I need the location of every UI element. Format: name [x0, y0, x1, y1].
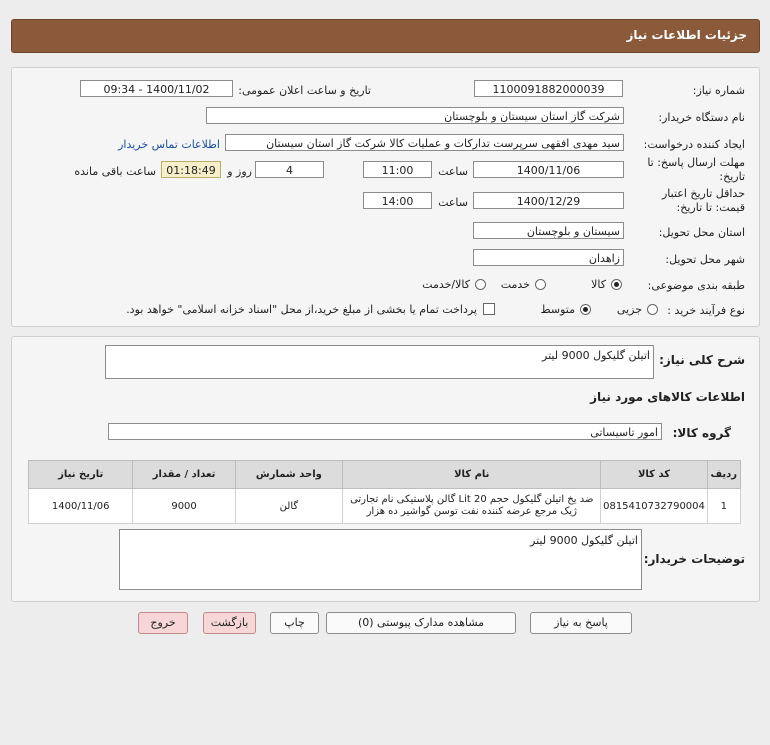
process-medium-label: متوسط	[540, 303, 575, 316]
goods-group-label: گروه کالا:	[672, 426, 731, 440]
back-button[interactable]: بازگشت	[203, 612, 256, 634]
goods-name-cell: ضد یخ اتیلن گلیکول حجم 20 Lit گالن پلاستیکی نام تجارتی ژیک مرجع عرضه کننده نفت توسن گواشیر ده هزار	[343, 489, 601, 524]
reply-deadline-label: مهلت ارسال پاسخ: تا تاریخ:	[647, 156, 745, 183]
attachments-button[interactable]: مشاهده مدارک پیوستی (0)	[326, 612, 516, 634]
process-label: نوع فرآیند خرید :	[667, 304, 745, 317]
process-partial-radio[interactable]	[647, 304, 658, 315]
print-button[interactable]: چاپ	[270, 612, 319, 634]
treasury-payment-note: پرداخت تمام یا بخشی از مبلغ خرید،از محل "اسناد خزانه اسلامی" خواهد بود.	[126, 303, 477, 316]
buyer-notes-field: اتیلن گلیکول 9000 لیتر	[119, 529, 642, 590]
validity-date-field: 1400/12/29	[473, 192, 624, 209]
validity-time-field: 14:00	[363, 192, 432, 209]
unit-cell: گالن	[235, 489, 342, 524]
days-label: روز و	[227, 165, 252, 178]
col-row-header: ردیف	[707, 461, 740, 489]
col-date-header: تاریخ نیاز	[29, 461, 133, 489]
remaining-label: ساعت باقی مانده	[74, 165, 156, 178]
category-service-label: خدمت	[500, 278, 530, 291]
col-qty-header: تعداد / مقدار	[133, 461, 235, 489]
reply-time-label: ساعت	[438, 165, 468, 178]
buyer-notes-label: توضیحات خریدار:	[643, 552, 745, 566]
announce-label: تاریخ و ساعت اعلان عمومی:	[238, 84, 371, 97]
goods-info-title: اطلاعات کالاهای مورد نیاز	[590, 390, 745, 404]
page-title: جزئیات اطلاعات نیاز	[626, 28, 747, 42]
treasury-payment-checkbox[interactable]	[483, 303, 495, 315]
days-field: 4	[255, 161, 324, 178]
remaining-time-field: 01:18:49	[161, 161, 221, 178]
table-row	[29, 489, 741, 524]
creator-label: ایجاد کننده درخواست:	[643, 138, 745, 151]
buyer-org-label: نام دستگاه خریدار:	[658, 111, 745, 124]
col-code-header: کد کالا	[601, 461, 707, 489]
validity-time-label: ساعت	[438, 196, 468, 209]
category-both-radio[interactable]	[475, 279, 486, 290]
goods-table	[28, 460, 741, 524]
buyer-org-field: شرکت گاز استان سیستان و بلوچستان	[206, 107, 624, 124]
page-header	[11, 19, 760, 53]
row-number-cell: 1	[707, 489, 740, 524]
buyer-contact-link[interactable]: اطلاعات تماس خریدار	[118, 138, 220, 151]
announce-field: 1400/11/02 - 09:34	[80, 80, 233, 97]
goods-group-field: امور تاسیساتی	[108, 423, 662, 440]
quantity-cell: 9000	[133, 489, 235, 524]
category-label: طبقه بندی موضوعی:	[647, 279, 745, 292]
col-name-header: نام کالا	[343, 461, 601, 489]
need-description-field: اتیلن گلیکول 9000 لیتر	[105, 345, 654, 379]
need-number-label: شماره نیاز:	[692, 84, 745, 97]
creator-field: سید مهدی افقهی سرپرست تدارکات و عملیات کالا شرکت گاز استان سیستان	[225, 134, 624, 151]
need-number-field: 1100091882000039	[474, 80, 623, 97]
process-partial-label: جزیی	[616, 303, 642, 316]
category-goods-label: کالا	[591, 278, 606, 291]
category-both-label: کالا/خدمت	[422, 278, 470, 291]
need-description-label: شرح کلی نیاز:	[659, 353, 745, 367]
reply-date-field: 1400/11/06	[473, 161, 624, 178]
category-goods-radio[interactable]	[611, 279, 622, 290]
city-label: شهر محل تحویل:	[665, 253, 745, 266]
reply-time-field: 11:00	[363, 161, 432, 178]
reply-button[interactable]: پاسخ به نیاز	[530, 612, 632, 634]
process-medium-radio[interactable]	[580, 304, 591, 315]
col-unit-header: واحد شمارش	[235, 461, 342, 489]
goods-code-cell: 0815410732790004	[601, 489, 707, 524]
table-header-row	[29, 461, 741, 489]
exit-button[interactable]: خروج	[138, 612, 188, 634]
validity-label: حداقل تاریخ اعتبار قیمت: تا تاریخ:	[661, 187, 745, 214]
category-service-radio[interactable]	[535, 279, 546, 290]
province-label: استان محل تحویل:	[658, 226, 745, 239]
province-field: سیستان و بلوچستان	[473, 222, 624, 239]
need-info-panel	[11, 67, 760, 327]
need-date-cell: 1400/11/06	[29, 489, 133, 524]
city-field: زاهدان	[473, 249, 624, 266]
